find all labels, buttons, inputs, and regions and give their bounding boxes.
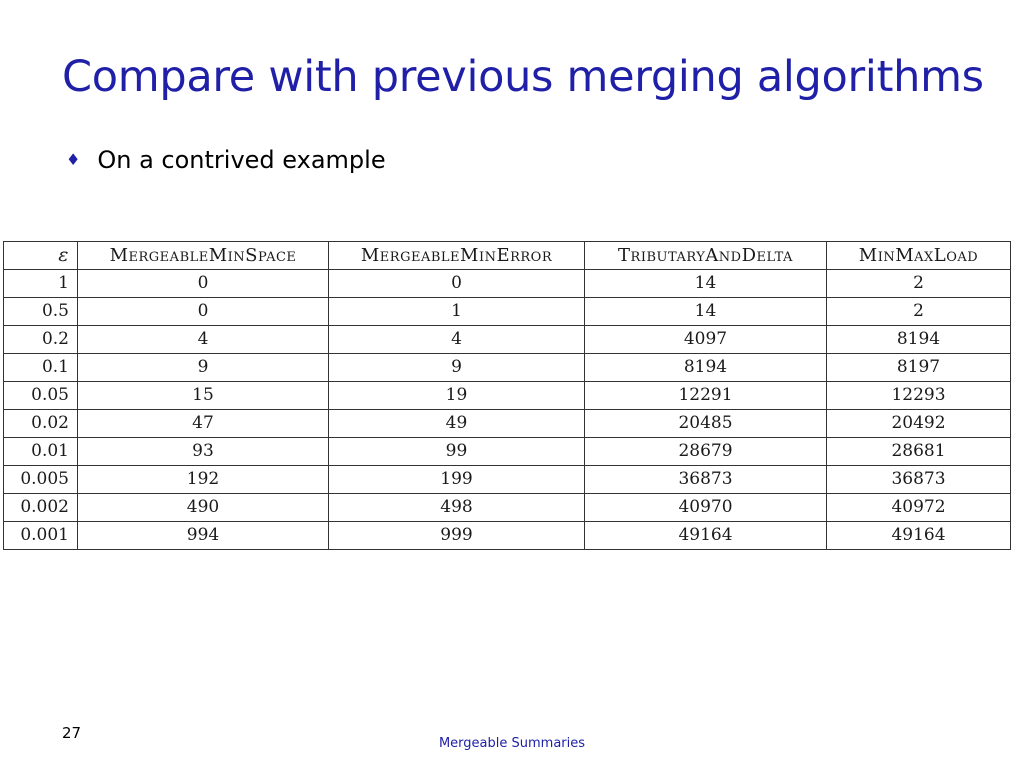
- cell-mergeable-min-error: 999: [329, 522, 585, 550]
- cell-mergeable-min-error: 4: [329, 326, 585, 354]
- column-header-min-max-load: MinMaxLoad: [827, 242, 1011, 270]
- cell-mergeable-min-space: 0: [78, 270, 329, 298]
- cell-mergeable-min-error: 0: [329, 270, 585, 298]
- table-row: [4, 270, 1011, 298]
- cell-min-max-load: 8197: [827, 354, 1011, 382]
- column-header-tributary-and-delta: TributaryAndDelta: [585, 242, 827, 270]
- cell-epsilon: 0.1: [4, 354, 78, 382]
- table-row: [4, 382, 1011, 410]
- column-header-mergeable-min-space: MergeableMinSpace: [78, 242, 329, 270]
- cell-mergeable-min-space: 93: [78, 438, 329, 466]
- table-header-row: [4, 242, 1011, 270]
- cell-mergeable-min-error: 49: [329, 410, 585, 438]
- cell-epsilon: 0.002: [4, 494, 78, 522]
- cell-mergeable-min-error: 19: [329, 382, 585, 410]
- cell-mergeable-min-error: 1: [329, 298, 585, 326]
- cell-epsilon: 0.001: [4, 522, 78, 550]
- cell-epsilon: 0.005: [4, 466, 78, 494]
- cell-min-max-load: 20492: [827, 410, 1011, 438]
- page-number: 27: [62, 724, 82, 742]
- cell-min-max-load: 2: [827, 270, 1011, 298]
- cell-tributary-and-delta: 8194: [585, 354, 827, 382]
- cell-min-max-load: 49164: [827, 522, 1011, 550]
- bullet-text: On a contrived example: [97, 146, 386, 174]
- table-row: [4, 354, 1011, 382]
- cell-min-max-load: 8194: [827, 326, 1011, 354]
- cell-tributary-and-delta: 49164: [585, 522, 827, 550]
- cell-tributary-and-delta: 20485: [585, 410, 827, 438]
- table-row: [4, 438, 1011, 466]
- footer-title: Mergeable Summaries: [438, 736, 586, 751]
- cell-min-max-load: 40972: [827, 494, 1011, 522]
- cell-epsilon: 0.01: [4, 438, 78, 466]
- cell-tributary-and-delta: 36873: [585, 466, 827, 494]
- column-header-mergeable-min-error: MergeableMinError: [329, 242, 585, 270]
- bullet-item: [66, 146, 386, 174]
- table-row: [4, 298, 1011, 326]
- cell-mergeable-min-space: 9: [78, 354, 329, 382]
- cell-mergeable-min-space: 994: [78, 522, 329, 550]
- cell-mergeable-min-space: 15: [78, 382, 329, 410]
- cell-min-max-load: 36873: [827, 466, 1011, 494]
- cell-min-max-load: 12293: [827, 382, 1011, 410]
- results-table: [3, 241, 1011, 550]
- cell-epsilon: 0.05: [4, 382, 78, 410]
- cell-mergeable-min-space: 192: [78, 466, 329, 494]
- cell-mergeable-min-error: 199: [329, 466, 585, 494]
- cell-tributary-and-delta: 4097: [585, 326, 827, 354]
- table-row: [4, 466, 1011, 494]
- cell-min-max-load: 28681: [827, 438, 1011, 466]
- cell-tributary-and-delta: 12291: [585, 382, 827, 410]
- cell-min-max-load: 2: [827, 298, 1011, 326]
- cell-epsilon: 0.2: [4, 326, 78, 354]
- table-row: [4, 326, 1011, 354]
- cell-epsilon: 0.02: [4, 410, 78, 438]
- cell-mergeable-min-space: 0: [78, 298, 329, 326]
- slide-title: Compare with previous merging algorithms: [62, 52, 984, 102]
- cell-mergeable-min-error: 9: [329, 354, 585, 382]
- cell-mergeable-min-space: 490: [78, 494, 329, 522]
- table-row: [4, 494, 1011, 522]
- table-row: [4, 522, 1011, 550]
- cell-mergeable-min-space: 4: [78, 326, 329, 354]
- cell-mergeable-min-error: 99: [329, 438, 585, 466]
- cell-tributary-and-delta: 40970: [585, 494, 827, 522]
- column-header-epsilon: ε: [4, 242, 78, 270]
- table-row: [4, 410, 1011, 438]
- cell-epsilon: 0.5: [4, 298, 78, 326]
- cell-mergeable-min-space: 47: [78, 410, 329, 438]
- cell-mergeable-min-error: 498: [329, 494, 585, 522]
- cell-tributary-and-delta: 14: [585, 270, 827, 298]
- cell-tributary-and-delta: 28679: [585, 438, 827, 466]
- cell-epsilon: 1: [4, 270, 78, 298]
- cell-tributary-and-delta: 14: [585, 298, 827, 326]
- diamond-bullet-icon: ♦: [66, 149, 81, 169]
